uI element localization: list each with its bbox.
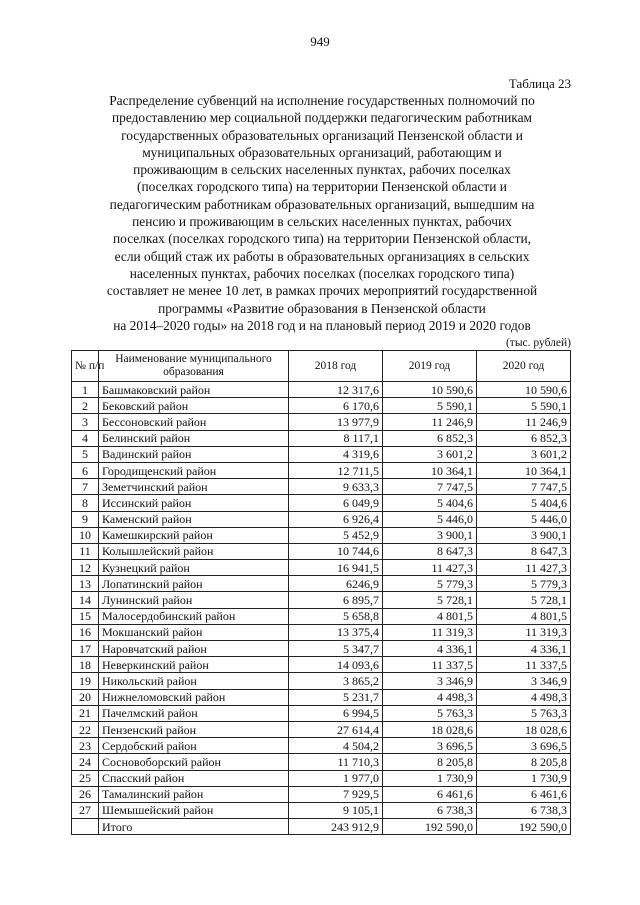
cell-num: 27	[72, 802, 99, 818]
cell-y2019: 6 852,3	[383, 430, 477, 446]
subsidies-table	[71, 350, 571, 835]
title-line: программы «Развитие образования в Пензенской области	[158, 300, 486, 316]
cell-y2018: 5 658,8	[289, 608, 383, 624]
cell-y2018: 5 231,7	[289, 689, 383, 705]
cell-y2020: 11 427,3	[477, 560, 571, 576]
cell-y2020: 3 601,2	[477, 446, 571, 462]
cell-y2018: 4 319,6	[289, 446, 383, 462]
cell-num: 23	[72, 738, 99, 754]
cell-y2018: 3 865,2	[289, 673, 383, 689]
cell-y2019: 7 747,5	[383, 479, 477, 495]
cell-y2020: 10 364,1	[477, 462, 571, 478]
cell-y2020: 5 590,1	[477, 398, 571, 414]
cell-name: Вадинский район	[99, 446, 289, 462]
cell-y2018: 27 614,4	[289, 721, 383, 737]
cell-y2019: 5 404,6	[383, 495, 477, 511]
cell-num: 2	[72, 398, 99, 414]
cell-y2018: 16 941,5	[289, 560, 383, 576]
cell-num: 12	[72, 560, 99, 576]
table-row	[72, 576, 571, 592]
cell-y2019: 11 337,5	[383, 657, 477, 673]
cell-y2018: 14 093,6	[289, 657, 383, 673]
cell-name: Лунинский район	[99, 592, 289, 608]
cell-y2018: 6 895,7	[289, 592, 383, 608]
cell-num: 26	[72, 786, 99, 802]
cell-y2020: 3 346,9	[477, 673, 571, 689]
cell-y2020: 11 246,9	[477, 414, 571, 430]
cell-name: Камешкирский район	[99, 527, 289, 543]
cell-y2019: 192 590,0	[383, 819, 477, 835]
cell-y2018: 11 710,3	[289, 754, 383, 770]
cell-name: Башмаковский район	[99, 382, 289, 398]
cell-y2020: 6 461,6	[477, 786, 571, 802]
cell-num: 17	[72, 641, 99, 657]
table-row	[72, 398, 571, 414]
cell-name: Итого	[99, 819, 289, 835]
cell-y2020: 4 336,1	[477, 641, 571, 657]
cell-y2019: 3 346,9	[383, 673, 477, 689]
cell-y2018: 13 375,4	[289, 624, 383, 640]
table-label: Таблица 23	[508, 76, 571, 91]
title-line: муниципальных образовательных организаций, работающим и	[142, 144, 502, 160]
cell-name: Никольский район	[99, 673, 289, 689]
cell-y2020: 1 730,9	[477, 770, 571, 786]
cell-y2018: 4 504,2	[289, 738, 383, 754]
cell-name: Тамалинский район	[99, 786, 289, 802]
cell-num: 22	[72, 721, 99, 737]
cell-name: Белинский район	[99, 430, 289, 446]
cell-y2018: 1 977,0	[289, 770, 383, 786]
cell-y2019: 10 364,1	[383, 462, 477, 478]
cell-num: 14	[72, 592, 99, 608]
cell-y2019: 4 336,1	[383, 641, 477, 657]
cell-y2019: 5 779,3	[383, 576, 477, 592]
cell-name: Бековский район	[99, 398, 289, 414]
cell-y2018: 6 049,9	[289, 495, 383, 511]
cell-num: 1	[72, 382, 99, 398]
table-row	[72, 462, 571, 478]
cell-y2019: 6 461,6	[383, 786, 477, 802]
cell-y2020: 6 738,3	[477, 802, 571, 818]
table-row	[72, 802, 571, 818]
title-line: составляет не менее 10 лет, в рамках прочих мероприятий государственной	[106, 283, 538, 299]
cell-y2018: 9 105,1	[289, 802, 383, 818]
title-line: поселках (поселках городского типа) на территории Пензенской области,	[113, 231, 531, 247]
table-row	[72, 754, 571, 770]
cell-y2020: 4 498,3	[477, 689, 571, 705]
table-row	[72, 641, 571, 657]
cell-y2019: 3 601,2	[383, 446, 477, 462]
cell-name: Наровчатский район	[99, 641, 289, 657]
cell-y2020: 11 319,3	[477, 624, 571, 640]
cell-num: 11	[72, 543, 99, 559]
cell-num: 16	[72, 624, 99, 640]
table-row	[72, 673, 571, 689]
cell-num: 24	[72, 754, 99, 770]
cell-y2019: 8 647,3	[383, 543, 477, 559]
cell-num: 21	[72, 705, 99, 721]
table-row	[72, 382, 571, 398]
cell-y2020: 5 728,1	[477, 592, 571, 608]
table-row	[72, 624, 571, 640]
cell-y2020: 18 028,6	[477, 721, 571, 737]
table-row	[72, 689, 571, 705]
cell-name: Колышлейский район	[99, 543, 289, 559]
table-row	[72, 446, 571, 462]
cell-y2019: 6 738,3	[383, 802, 477, 818]
table-row	[72, 511, 571, 527]
cell-y2019: 3 900,1	[383, 527, 477, 543]
cell-y2019: 5 728,1	[383, 592, 477, 608]
cell-y2019: 4 498,3	[383, 689, 477, 705]
cell-y2018: 6 994,5	[289, 705, 383, 721]
cell-y2018: 12 317,6	[289, 382, 383, 398]
cell-name: Пачелмский район	[99, 705, 289, 721]
table-row	[72, 560, 571, 576]
cell-y2020: 8 205,8	[477, 754, 571, 770]
cell-y2020: 4 801,5	[477, 608, 571, 624]
cell-num: 13	[72, 576, 99, 592]
header-2019: 2019 год	[383, 351, 477, 382]
title-line: Распределение субвенций на исполнение государственных полномочий по	[109, 93, 535, 108]
cell-num: 20	[72, 689, 99, 705]
cell-num: 7	[72, 479, 99, 495]
cell-y2018: 6246,9	[289, 576, 383, 592]
title-line: населенных пунктах, рабочих поселках (поселках городского типа)	[129, 265, 515, 281]
cell-y2020: 7 747,5	[477, 479, 571, 495]
cell-y2019: 11 246,9	[383, 414, 477, 430]
cell-y2018: 6 170,6	[289, 398, 383, 414]
cell-name: Сосновоборский район	[99, 754, 289, 770]
table-row	[72, 786, 571, 802]
cell-name: Каменский район	[99, 511, 289, 527]
cell-num: 9	[72, 511, 99, 527]
table-row	[72, 721, 571, 737]
cell-name: Неверкинский район	[99, 657, 289, 673]
title-line: проживающим в сельских населенных пунктах, рабочих поселках	[133, 162, 511, 178]
table-row	[72, 657, 571, 673]
cell-y2020: 5 779,3	[477, 576, 571, 592]
cell-y2018: 9 633,3	[289, 479, 383, 495]
cell-y2019: 5 590,1	[383, 398, 477, 414]
table-row	[72, 430, 571, 446]
cell-y2018: 12 711,5	[289, 462, 383, 478]
cell-y2020: 192 590,0	[477, 819, 571, 835]
cell-name: Иссинский район	[99, 495, 289, 511]
cell-num: 6	[72, 462, 99, 478]
title-line: государственных образовательных организаций Пензенской области и	[121, 127, 523, 143]
cell-name: Спасский район	[99, 770, 289, 786]
cell-name: Мокшанский район	[99, 624, 289, 640]
cell-name: Шемышейский район	[99, 802, 289, 818]
cell-y2019: 5 763,3	[383, 705, 477, 721]
cell-y2020: 10 590,6	[477, 382, 571, 398]
cell-y2019: 11 319,3	[383, 624, 477, 640]
cell-y2019: 11 427,3	[383, 560, 477, 576]
cell-y2018: 10 744,6	[289, 543, 383, 559]
cell-y2019: 5 446,0	[383, 511, 477, 527]
cell-y2020: 3 900,1	[477, 527, 571, 543]
cell-y2020: 3 696,5	[477, 738, 571, 754]
cell-y2020: 8 647,3	[477, 543, 571, 559]
cell-y2020: 5 404,6	[477, 495, 571, 511]
cell-y2020: 5 446,0	[477, 511, 571, 527]
header-name: Наименование муниципального образования	[99, 351, 289, 382]
cell-y2019: 1 730,9	[383, 770, 477, 786]
cell-num: 25	[72, 770, 99, 786]
title-line: пенсию и проживающим в сельских населенных пунктах, рабочих	[132, 214, 512, 230]
cell-y2018: 8 117,1	[289, 430, 383, 446]
title-line: на 2014–2020 годы» на 2018 год и на плановый период 2019 и 2020 годов	[113, 317, 531, 333]
cell-y2019: 18 028,6	[383, 721, 477, 737]
table-row	[72, 527, 571, 543]
cell-y2020: 6 852,3	[477, 430, 571, 446]
cell-y2018: 5 452,9	[289, 527, 383, 543]
table-row	[72, 479, 571, 495]
table-title	[72, 92, 572, 334]
units-label: (тыс. рублей)	[505, 337, 571, 349]
table-row	[72, 705, 571, 721]
cell-num: 8	[72, 495, 99, 511]
cell-num	[72, 819, 99, 835]
cell-y2019: 10 590,6	[383, 382, 477, 398]
cell-y2018: 6 926,4	[289, 511, 383, 527]
title-line: педагогическим работникам образовательных организаций, вышедшим на	[109, 196, 535, 212]
cell-name: Земетчинский район	[99, 479, 289, 495]
cell-num: 18	[72, 657, 99, 673]
cell-name: Кузнецкий район	[99, 560, 289, 576]
cell-y2019: 8 205,8	[383, 754, 477, 770]
page-number: 949	[310, 34, 330, 49]
title-line: предоставлению мер социальной поддержки педагогическим работникам	[111, 110, 533, 126]
title-line: (поселках городского типа) на территории Пензенской области и	[137, 179, 507, 195]
cell-name: Сердобский район	[99, 738, 289, 754]
cell-name: Нижнеломовский район	[99, 689, 289, 705]
cell-num: 5	[72, 446, 99, 462]
cell-y2019: 4 801,5	[383, 608, 477, 624]
table-row	[72, 543, 571, 559]
table-row	[72, 608, 571, 624]
cell-num: 10	[72, 527, 99, 543]
title-line: если общий стаж их работы в образовательных организациях в сельских	[114, 248, 530, 264]
table-row	[72, 414, 571, 430]
cell-name: Пензенский район	[99, 721, 289, 737]
cell-y2018: 243 912,9	[289, 819, 383, 835]
cell-num: 4	[72, 430, 99, 446]
cell-num: 19	[72, 673, 99, 689]
cell-num: 15	[72, 608, 99, 624]
table-row	[72, 738, 571, 754]
cell-y2020: 11 337,5	[477, 657, 571, 673]
cell-y2018: 7 929,5	[289, 786, 383, 802]
table-row	[72, 495, 571, 511]
header-2018: 2018 год	[289, 351, 383, 382]
cell-y2019: 3 696,5	[383, 738, 477, 754]
header-num: № п/п	[72, 351, 99, 382]
table-row	[72, 770, 571, 786]
total-row	[72, 819, 571, 835]
table-header-row	[72, 351, 571, 382]
cell-name: Лопатинский район	[99, 576, 289, 592]
cell-y2018: 13 977,9	[289, 414, 383, 430]
table-row	[72, 592, 571, 608]
cell-y2018: 5 347,7	[289, 641, 383, 657]
cell-num: 3	[72, 414, 99, 430]
cell-y2020: 5 763,3	[477, 705, 571, 721]
cell-name: Малосердобинский район	[99, 608, 289, 624]
cell-name: Бессоновский район	[99, 414, 289, 430]
header-2020: 2020 год	[477, 351, 571, 382]
cell-name: Городищенский район	[99, 462, 289, 478]
